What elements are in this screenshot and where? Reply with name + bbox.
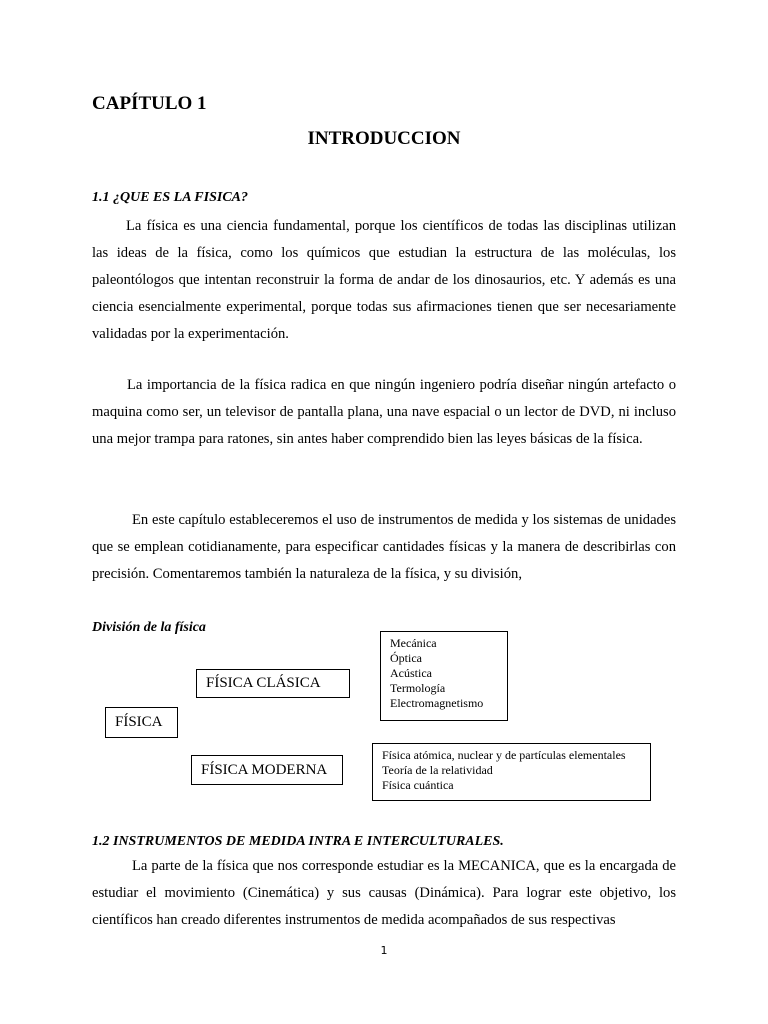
fisica-label: FÍSICA: [115, 714, 163, 730]
branch-item: Electromagnetismo: [390, 696, 484, 710]
fisica-clasica-label: FÍSICA CLÁSICA: [206, 675, 321, 691]
paragraph-2: La importancia de la física radica en que ningún ingeniero podría diseñar ningún artefacto o maquina como ser, un televisor de pantalla plana, una nave espacial o un lector de DVD, ni incluso una mejor trampa para ratones, sin antes haber comprendido bien las leyes básicas de la física.: [92, 377, 676, 447]
branch-item: Óptica: [390, 651, 422, 665]
page-number: 1: [380, 944, 388, 957]
branch-item: Teoría de la relatividad: [382, 763, 493, 777]
branch-item: Termología: [390, 681, 446, 695]
division-heading: División de la física: [92, 620, 206, 635]
chapter-label: CAPÍTULO 1: [92, 93, 207, 114]
paragraph-4: La parte de la física que nos corresponde estudiar es la MECANICA, que es la encargada de estudiar el movimiento (Cinemática) y sus causas (Dinámica). Para lograr este objetivo, los científicos han creado diferentes instrumentos de medida acompañados de sus respectivas: [92, 858, 676, 928]
fisica-moderna-box: [191, 755, 343, 785]
fisica-moderna-label: FÍSICA MODERNA: [201, 761, 328, 778]
branch-item: Física atómica, nuclear y de partículas elementales: [382, 748, 626, 762]
modern-branches-box: [372, 743, 651, 801]
fisica-clasica-box: [196, 669, 350, 698]
section-heading-1-2: 1.2 INSTRUMENTOS DE MEDIDA INTRA E INTERCULTURALES.: [92, 834, 504, 849]
page-title: INTRODUCCION: [307, 128, 461, 149]
paragraph-3: En este capítulo estableceremos el uso de instrumentos de medida y los sistemas de unidades que se emplean cotidianamente, para especificar cantidades físicas y la manera de describirlas con precisión. Comentaremos también la naturaleza de la física, y su división,: [92, 512, 676, 582]
fisica-box: [105, 707, 178, 738]
branch-item: Acústica: [390, 666, 432, 680]
branch-item: Mecánica: [390, 636, 437, 650]
branch-item: Física cuántica: [382, 778, 454, 792]
classical-branches-box: [380, 631, 508, 721]
paragraph-1: La física es una ciencia fundamental, porque los científicos de todas las disciplinas utilizan las ideas de la física, como los químicos que estudian la estructura de las moléculas, los paleontólogos que intentan reconstruir la forma de andar de los dinosaurios, etc. Y además es una ciencia esencialmente experimental, porque todas sus afirmaciones tienen que ser necesariamente validadas por la experimentación.: [92, 218, 676, 342]
section-heading-1-1: 1.1 ¿QUE ES LA FISICA?: [92, 190, 248, 205]
